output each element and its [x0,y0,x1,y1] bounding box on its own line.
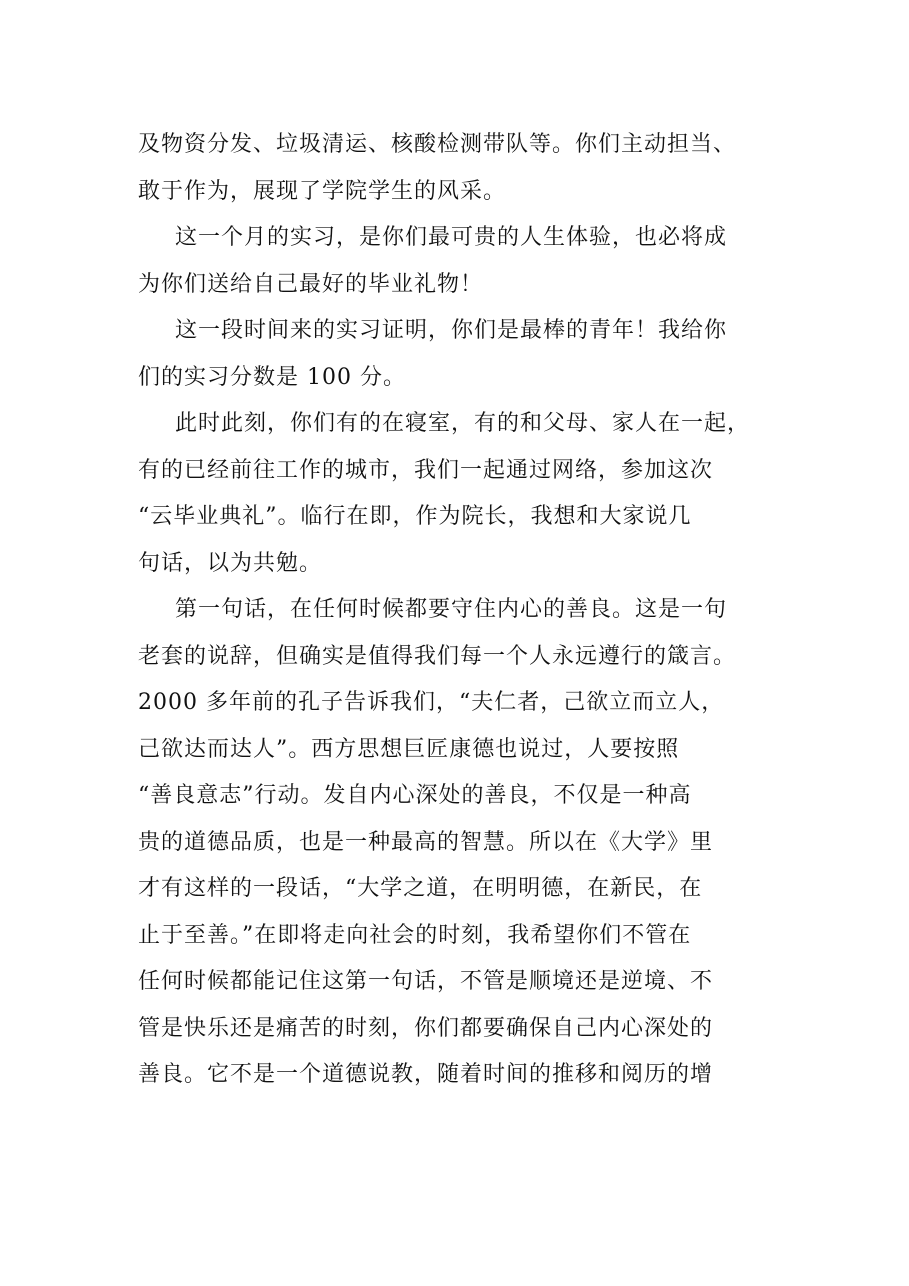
text-line: 句话，以为共勉。 [138,550,323,576]
text-line: 这一个月的实习，是你们最可贵的人生体验，也必将成 [175,225,728,250]
text-line: 任何时候都能记住这第一句话，不管是顺境还是逆境、不 [138,969,714,994]
text-line: “云毕业典礼”。临行在即，作为院长，我想和大家说几 [138,504,692,529]
text-line: 第一句话，在任何时候都要守住内心的善良。这是一句 [175,597,728,622]
text-line: 此时此刻，你们有的在寝室，有的和父母、家人在一起， [175,411,751,436]
text-line: 贵的道德品质，也是一种最高的智慧。所以在《大学》里 [138,829,714,855]
body-text [138,122,778,1099]
text-line: 有的已经前往工作的城市，我们一起通过网络，参加这次 [138,457,714,483]
text-line: 止于至善。”在即将走向社会的时刻，我希望你们不管在 [138,922,692,948]
text-line: 敢于作为，展现了学院学生的风采。 [138,178,507,204]
text-line: “善良意志”行动。发自内心深处的善良，不仅是一种高 [138,783,692,808]
text-line: 善良。它不是一个道德说教，随着时间的推移和阅历的增 [138,1062,714,1087]
text-line: 己欲达而达人”。西方思想巨匠康德也说过，人要按照 [138,736,680,762]
text-line: 这一段时间来的实习证明，你们是最棒的青年！我给你 [175,318,728,343]
text-line: 才有这样的一段话，“大学之道，在明明德，在新民，在 [138,876,703,901]
text-line: 2000 多年前的孔子告诉我们，“夫仁者，己欲立而立人， [138,690,725,715]
text-line: 及物资分发、垃圾清运、核酸检测带队等。你们主动担当、 [138,132,737,157]
text-line: 老套的说辞，但确实是值得我们每一个人永远遵行的箴言。 [138,643,737,669]
text-line: 管是快乐还是痛苦的时刻，你们都要确保自己内心深处的 [138,1015,714,1041]
text-line: 们的实习分数是 100 分。 [138,364,406,390]
text-line: 为你们送给自己最好的毕业礼物！ [138,271,484,297]
